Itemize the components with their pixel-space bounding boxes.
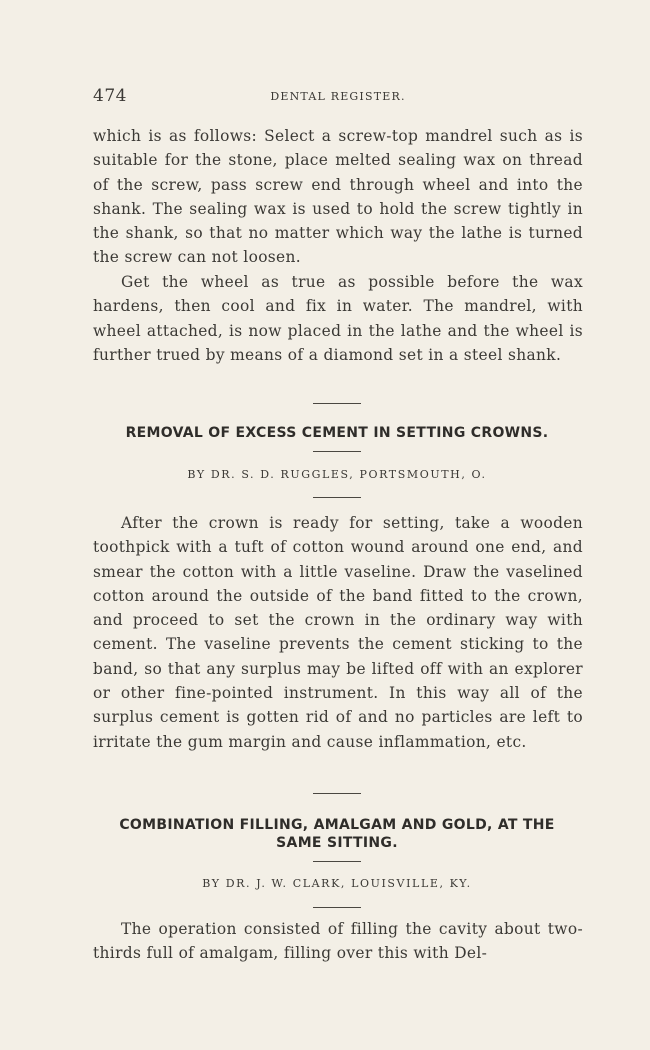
byline-rule	[313, 497, 361, 498]
byline-rule	[313, 907, 361, 908]
paragraph-continued: which is as follows: Select a screw-top mandrel such as is suitable for the stone, place melted sealing wax on thread of the screw, pass screw end through wheel and into the shank. The sealing wax is used to hold the screw tightly in the shank, so that no matter which way the lathe is turned the screw can not loosen.	[93, 127, 583, 267]
article-body: After the crown is ready for setting, take a wooden toothpick with a tuft of cotton wound around one end, and smear the cotton with a little vaseline. Draw the vaselined cotton around the outside of the band fitted to the crown, and proceed to set the crown in the ordinary way with cement. The vaseline prevents the cement sticking to the band, so that any surplus may be lifted off with an explorer or other fine-pointed instrument. In this way all of the surplus cement is gotten rid of and no particles are left to irritate the gum margin and cause inflammation, etc.	[93, 514, 583, 751]
running-head: DENTAL REGISTER.	[270, 90, 406, 103]
page-number: 474	[93, 86, 127, 106]
article-heading-line: COMBINATION FILLING, AMALGAM AND GOLD, AT THE	[119, 817, 555, 833]
heading-rule	[313, 451, 361, 452]
section-divider	[313, 793, 361, 794]
article-body: The operation consisted of filling the cavity about two-thirds full of amalgam, filling over this with Del-	[93, 920, 583, 963]
article-heading	[80, 816, 594, 852]
article-heading-line: SAME SITTING.	[276, 835, 398, 851]
paragraph: Get the wheel as true as possible before the wax hardens, then cool and fix in water. The mandrel, with wheel attached, is now placed in the lathe and the wheel is further trued by means of a diamond set in a steel shank.	[93, 273, 583, 364]
section-divider	[313, 403, 361, 404]
page-header	[93, 86, 583, 110]
article-byline: BY DR. S. D. RUGGLES, PORTSMOUTH, O.	[187, 468, 487, 481]
article-byline: BY DR. J. W. CLARK, LOUISVILLE, KY.	[202, 877, 472, 890]
article-heading: REMOVAL OF EXCESS CEMENT IN SETTING CROWNS.	[125, 425, 549, 441]
heading-rule	[313, 861, 361, 862]
